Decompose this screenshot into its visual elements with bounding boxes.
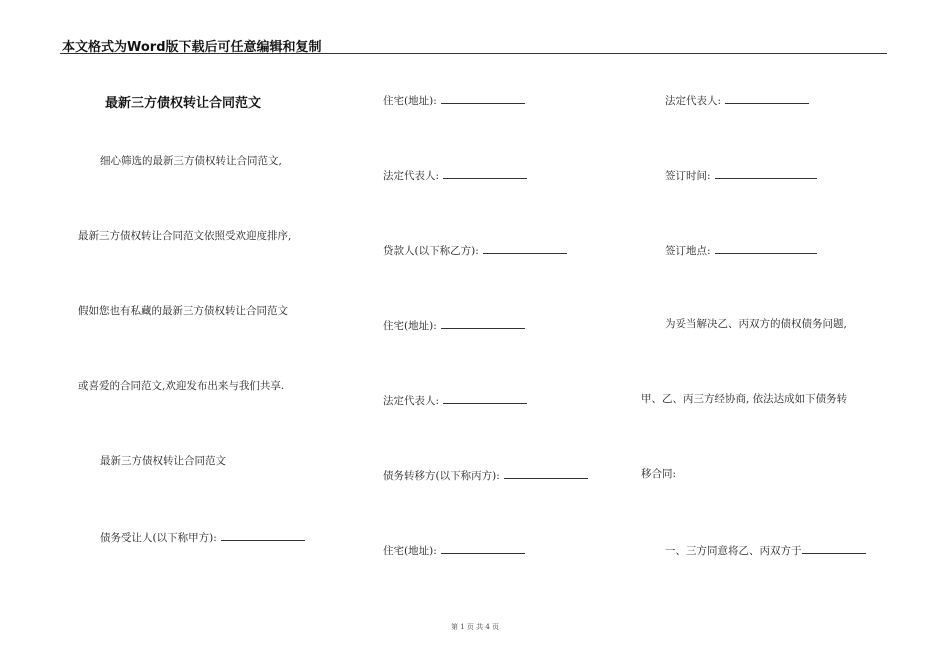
middle-line-5	[383, 392, 527, 408]
middle-line-5-text: 法定代表人:	[383, 395, 440, 407]
fill-blank	[725, 92, 809, 104]
fill-blank	[715, 242, 817, 254]
right-line-7-text: 一、三方同意将乙、丙双方于	[665, 545, 802, 557]
right-line-6: 移合同:	[641, 468, 677, 480]
left-line-4: 或喜爱的合同范文,欢迎发布出来与我们共享.	[78, 380, 285, 392]
fill-blank	[441, 317, 525, 329]
left-line-5: 最新三方债权转让合同范文	[100, 455, 226, 467]
header-rule	[60, 53, 887, 54]
fill-blank	[802, 542, 866, 554]
middle-line-7	[383, 542, 525, 558]
right-line-7	[665, 542, 866, 558]
right-line-3-text: 签订地点:	[665, 245, 711, 257]
middle-line-1	[383, 92, 525, 108]
fill-blank	[504, 467, 588, 479]
left-line-2: 最新三方债权转让合同范文依照受欢迎度排序,	[78, 230, 292, 242]
fill-blank	[443, 392, 527, 404]
middle-line-6	[383, 467, 588, 483]
middle-line-3-text: 贷款人(以下称乙方):	[383, 245, 479, 257]
middle-line-2	[383, 167, 527, 183]
middle-line-4	[383, 317, 525, 333]
right-line-2	[665, 167, 817, 183]
fill-blank	[441, 92, 525, 104]
middle-line-3	[383, 242, 567, 258]
fill-blank	[441, 542, 525, 554]
middle-line-6-text: 债务转移方(以下称丙方):	[383, 470, 500, 482]
middle-line-7-text: 住宅(地址):	[383, 545, 437, 557]
middle-line-1-text: 住宅(地址):	[383, 95, 437, 107]
document-title: 最新三方债权转让合同范文	[105, 96, 262, 111]
middle-line-4-text: 住宅(地址):	[383, 320, 437, 332]
document-header: 本文格式为Word版下载后可任意编辑和复制	[62, 40, 322, 55]
left-line-6-text: 债务受让人(以下称甲方):	[100, 532, 217, 544]
page-footer: 第 1 页 共 4 页	[450, 623, 500, 631]
fill-blank	[483, 242, 567, 254]
fill-blank	[715, 167, 817, 179]
fill-blank	[221, 529, 305, 541]
right-line-3	[665, 242, 817, 258]
left-line-6	[100, 529, 305, 545]
left-line-3: 假如您也有私藏的最新三方债权转让合同范文	[78, 305, 288, 317]
right-line-1	[665, 92, 809, 108]
left-line-1: 细心筛选的最新三方债权转让合同范文,	[100, 155, 282, 167]
right-line-1-text: 法定代表人:	[665, 95, 722, 107]
right-line-5: 甲、乙、丙三方经协商, 依法达成如下债务转	[641, 393, 848, 405]
fill-blank	[443, 167, 527, 179]
right-line-2-text: 签订时间:	[665, 170, 711, 182]
middle-line-2-text: 法定代表人:	[383, 170, 440, 182]
right-line-4: 为妥当解决乙、丙双方的债权债务问题,	[665, 318, 847, 330]
